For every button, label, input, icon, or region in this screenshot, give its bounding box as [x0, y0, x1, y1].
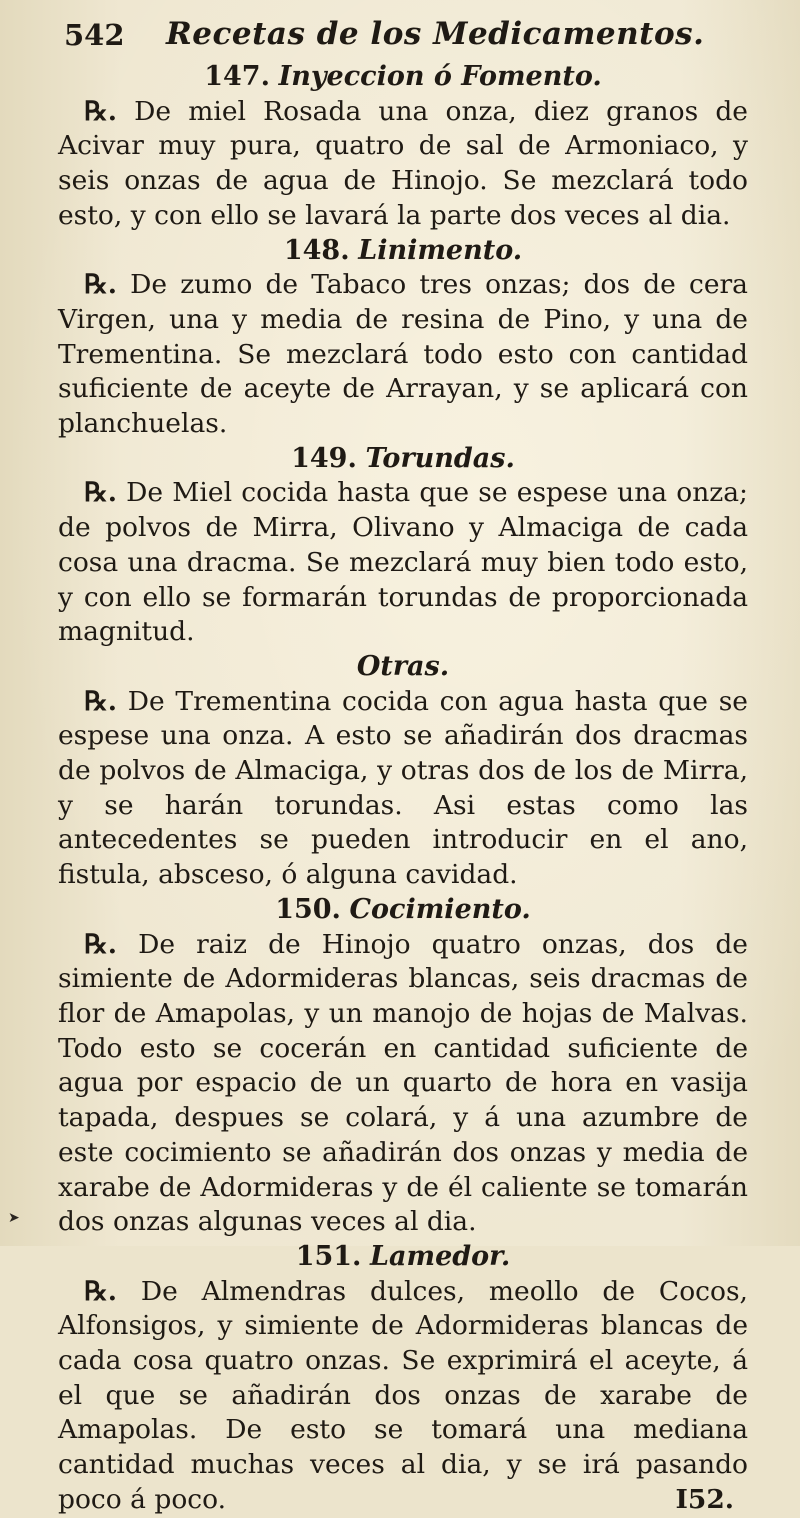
recipe-body: De zumo de Tabaco tres onzas; dos de cera Virgen, una y media de resina de Pino, y una de Trementina. Se mezclará todo esto con cantidad suficiente de aceyte de Arrayan, y se aplicará con planchuelas. [58, 269, 748, 440]
recipe-text [58, 476, 748, 650]
recipe-151 [58, 1240, 748, 1518]
recipe-name: Otras. [356, 650, 450, 682]
recipe-name: Cocimiento. [349, 893, 531, 925]
recipe-symbol: ℞. [84, 928, 117, 960]
recipe-number: 150. [275, 893, 341, 925]
recipe-text [58, 268, 748, 442]
recipe-150 [58, 893, 748, 1240]
recipe-number: 149. [291, 442, 357, 474]
recipe-147 [58, 60, 748, 234]
recipe-name: Linimento. [358, 234, 523, 266]
running-title: Recetas de los Medicamentos. [166, 16, 705, 52]
recipe-149 [58, 442, 748, 650]
recipe-body: De Almendras dulces, meollo de Cocos, Alfonsigos, y simiente de Adormideras blancas de cada cosa quatro onzas. Se exprimirá el aceyte, á el que se añadirán dos onzas de xarabe de Amapolas. De esto se tomará una mediana cantidad muchas veces al dia, y se irá pasando poco á poco. [58, 1275, 748, 1515]
recipe-text [58, 685, 748, 893]
recipe-body: De Trementina cocida con agua hasta que se espese una onza. A esto se añadirán dos dracmas de polvos de Almaciga, y otras dos de los de Mirra, y se harán torundas. Asi estas como las antecedentes se pueden introducir en el ano, fistula, absceso, ó alguna cavidad. [58, 685, 748, 891]
recipe-number: 151. [295, 1240, 362, 1272]
recipe-symbol: ℞. [84, 477, 117, 509]
recipe-title [58, 893, 748, 928]
recipe-body: De Miel cocida hasta que se espese una onza; de polvos de Mirra, Olivano y Almaciga de cada cosa una dracma. Se mezclará muy bien todo esto, y con ello se formarán torundas de proporcionada magnitud. [58, 477, 748, 648]
recipe-symbol: ℞. [84, 269, 117, 301]
recipe-body: De miel Rosada una onza, diez granos de Acivar muy pura, quatro de sal de Armoniaco, y seis onzas de agua de Hinojo. Se mezclará todo esto, y con ello se lavará la parte dos veces al dia. [58, 95, 748, 231]
page-header [64, 14, 744, 60]
recipe-number: 147. [204, 61, 270, 92]
recipe-body: De raiz de Hinojo quatro onzas, dos de simiente de Adormideras blancas, seis dracmas de flor de Amapolas, y un manojo de hojas de Malvas. Todo esto se cocerán en cantidad suficiente de agua por espacio de un quarto de hora en vasija tapada, despues se colará, y á una azumbre de este cocimiento se añadirán dos onzas y media de xarabe de Adormideras y de él caliente se tomarán dos onzas algunas veces al dia. [58, 928, 748, 1238]
recipe-title [58, 442, 748, 477]
recipe-text [58, 1275, 748, 1518]
recipe-name: Torundas. [365, 442, 515, 474]
recipe-name: Inyeccion ó Fomento. [278, 61, 602, 92]
binding-arrow-icon: ➤ [8, 1210, 20, 1226]
catchword: I52. [675, 1483, 734, 1515]
recipe-name: Lamedor. [370, 1240, 511, 1272]
recipe-number: 148. [283, 234, 350, 266]
recipe-148 [58, 234, 748, 442]
recipe-text [58, 95, 748, 234]
recipe-text [58, 928, 748, 1240]
recipe-title [58, 650, 748, 685]
page-number: 542 [64, 18, 125, 52]
recipe-title [58, 234, 748, 269]
recipe-symbol: ℞. [84, 95, 117, 127]
recipe-title [58, 60, 748, 95]
recipe-symbol: ℞. [84, 1275, 117, 1307]
recipe-symbol: ℞. [84, 685, 117, 717]
recipe-otras [58, 650, 748, 893]
page-body [58, 60, 748, 1518]
recipe-title [58, 1240, 748, 1275]
